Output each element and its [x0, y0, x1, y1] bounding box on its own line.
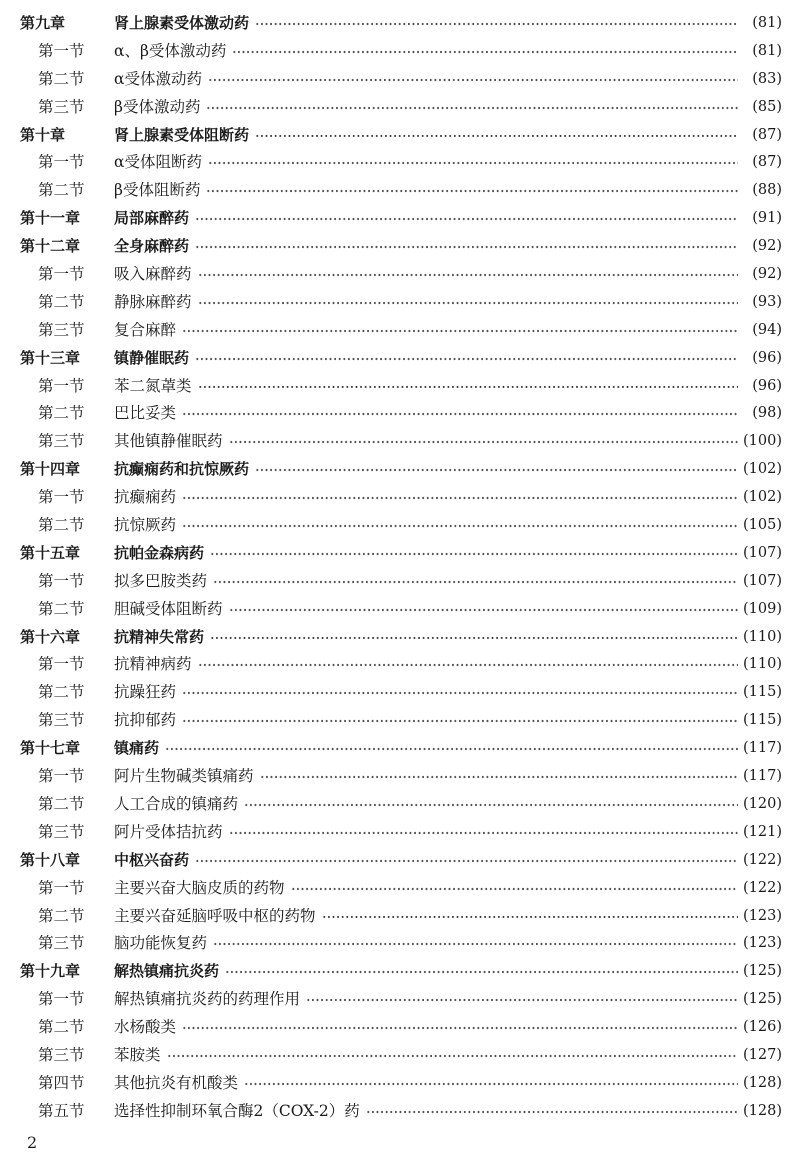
section-title: 巴比妥类 — [114, 404, 177, 423]
section-title: 抗抑郁药 — [114, 711, 177, 730]
toc-section-row[interactable] — [0, 484, 800, 512]
chapter-number: 第十章 — [20, 125, 66, 144]
section-title: 人工合成的镇痛药 — [114, 794, 239, 813]
section-number: 第一节 — [38, 488, 85, 507]
section-number: 第四节 — [38, 1073, 85, 1092]
toc-entry-leader — [114, 596, 738, 624]
section-number: 第二节 — [38, 516, 85, 535]
page-reference: (81) — [752, 15, 782, 31]
toc-section-row[interactable] — [0, 875, 800, 903]
chapter-number: 第九章 — [20, 14, 66, 32]
section-title: α受体激动药 — [114, 69, 202, 88]
page-number: 2 — [27, 1133, 38, 1152]
dot-leader — [195, 345, 738, 373]
page-reference: (81) — [752, 42, 782, 59]
page-reference: (94) — [752, 321, 782, 338]
page-reference: (92) — [752, 238, 782, 255]
dot-leader — [182, 707, 738, 735]
section-number: 第三节 — [38, 320, 85, 339]
page-reference: (96) — [752, 349, 782, 366]
toc-entry-leader — [114, 484, 738, 512]
dot-leader — [244, 1070, 738, 1098]
toc-section-row[interactable] — [0, 317, 800, 345]
toc-entry-leader — [114, 875, 738, 903]
toc-entry-leader — [114, 233, 738, 261]
chapter-title: 抗癫痫药和抗惊厥药 — [114, 460, 250, 479]
section-number: 第二节 — [38, 1018, 85, 1037]
chapter-number: 第十一章 — [20, 209, 81, 228]
page-reference: (122) — [743, 851, 782, 868]
dot-leader — [229, 428, 738, 456]
chapter-title: 肾上腺素受体激动药 — [114, 14, 250, 32]
toc-section-row[interactable] — [0, 38, 800, 66]
section-number: 第三节 — [38, 97, 85, 116]
toc-chapter-row[interactable] — [0, 847, 800, 875]
page-reference: (96) — [752, 377, 782, 394]
section-title: 其他镇静催眠药 — [114, 432, 223, 451]
chapter-number: 第十八章 — [20, 850, 81, 869]
section-title: 主要兴奋延脑呼吸中枢的药物 — [114, 906, 316, 925]
toc-entry-leader — [114, 345, 738, 373]
section-title: 苯胺类 — [114, 1045, 161, 1064]
dot-leader — [182, 679, 738, 707]
page-reference: (125) — [743, 963, 782, 980]
section-title: α、β受体激动药 — [114, 41, 227, 60]
dot-leader — [291, 875, 738, 903]
page-reference: (87) — [752, 154, 782, 171]
toc-section-row[interactable] — [0, 596, 800, 624]
chapter-number: 第十二章 — [20, 237, 81, 256]
dot-leader — [255, 456, 738, 484]
chapter-title: 中枢兴奋药 — [114, 850, 190, 869]
dot-leader — [210, 624, 738, 652]
toc-chapter-row[interactable] — [0, 205, 800, 233]
section-number: 第三节 — [38, 711, 85, 730]
section-number: 第三节 — [38, 432, 85, 451]
section-number: 第二节 — [38, 181, 85, 200]
section-title: 其他抗炎有机酸类 — [114, 1073, 239, 1092]
toc-chapter-row[interactable] — [0, 624, 800, 652]
page-reference: (121) — [743, 823, 782, 840]
toc-chapter-row[interactable] — [0, 122, 800, 150]
section-title: β受体激动药 — [114, 97, 201, 116]
toc-chapter-row[interactable] — [0, 735, 800, 763]
dot-leader — [206, 94, 738, 122]
toc-entry-leader — [114, 428, 738, 456]
page-reference: (110) — [743, 656, 782, 673]
dot-leader — [260, 763, 738, 791]
chapter-title: 局部麻醉药 — [114, 209, 190, 228]
dot-leader — [208, 149, 738, 177]
dot-leader — [198, 289, 738, 317]
toc-entry-leader — [114, 1070, 738, 1098]
section-title: 吸入麻醉药 — [114, 265, 192, 284]
toc-entry-leader — [114, 1014, 738, 1042]
chapter-number: 第十三章 — [20, 348, 81, 367]
toc-section-row[interactable] — [0, 373, 800, 401]
section-title: 选择性抑制环氧合酶2（COX-2）药 — [114, 1101, 360, 1120]
toc-entry-leader — [114, 651, 738, 679]
toc-section-row[interactable] — [0, 986, 800, 1014]
page-reference: (107) — [743, 544, 782, 561]
dot-leader — [182, 400, 738, 428]
dot-leader — [182, 484, 738, 512]
toc-section-row[interactable] — [0, 1042, 800, 1070]
toc-chapter-row[interactable] — [0, 10, 800, 38]
page-reference: (123) — [743, 907, 782, 924]
section-number: 第一节 — [38, 990, 85, 1009]
page-reference: (93) — [752, 293, 782, 310]
section-number: 第一节 — [38, 878, 85, 897]
dot-leader — [182, 512, 738, 540]
section-title: β受体阻断药 — [114, 181, 201, 200]
toc-entry-leader — [114, 10, 738, 38]
section-number: 第三节 — [38, 822, 85, 841]
page-reference: (117) — [743, 740, 782, 757]
chapter-title: 全身麻醉药 — [114, 237, 190, 256]
toc-entry-leader — [114, 66, 738, 94]
page-reference: (117) — [743, 768, 782, 785]
toc-entry-leader — [114, 819, 738, 847]
toc-section-row[interactable] — [0, 94, 800, 122]
page-reference: (120) — [743, 795, 782, 812]
section-title: 苯二氮䓬类 — [114, 376, 192, 395]
dot-leader — [322, 903, 738, 931]
toc-section-row[interactable] — [0, 707, 800, 735]
toc-entry-leader — [114, 205, 738, 233]
toc-section-row[interactable] — [0, 512, 800, 540]
toc-entry-leader — [114, 903, 738, 931]
toc-entry-leader — [114, 958, 738, 986]
page-reference: (127) — [743, 1046, 782, 1063]
page-reference: (110) — [743, 628, 782, 645]
section-title: α受体阻断药 — [114, 153, 202, 172]
toc-section-row[interactable] — [0, 261, 800, 289]
toc-section-row[interactable] — [0, 1014, 800, 1042]
dot-leader — [165, 735, 738, 763]
toc-entry-leader — [114, 679, 738, 707]
toc-entry-leader — [114, 930, 738, 958]
section-number: 第二节 — [38, 69, 85, 88]
section-title: 水杨酸类 — [114, 1018, 177, 1037]
page-reference: (102) — [743, 489, 782, 506]
toc-entry-leader — [114, 317, 738, 345]
chapter-title: 抗帕金森病药 — [114, 543, 205, 562]
toc-section-row[interactable] — [0, 289, 800, 317]
section-number: 第五节 — [38, 1101, 85, 1120]
toc-section-row[interactable] — [0, 428, 800, 456]
section-title: 阿片受体拮抗药 — [114, 822, 223, 841]
page-reference: (115) — [743, 684, 782, 701]
toc-section-row[interactable] — [0, 149, 800, 177]
chapter-number: 第十七章 — [20, 739, 81, 758]
toc-entry-leader — [114, 177, 738, 205]
table-of-contents — [0, 10, 800, 1126]
section-title: 抗惊厥药 — [114, 516, 177, 535]
dot-leader — [182, 317, 738, 345]
toc-section-row[interactable] — [0, 930, 800, 958]
toc-entry-leader — [114, 512, 738, 540]
dot-leader — [195, 205, 738, 233]
toc-section-row[interactable] — [0, 568, 800, 596]
dot-leader — [195, 847, 738, 875]
toc-section-row[interactable] — [0, 903, 800, 931]
toc-entry-leader — [114, 707, 738, 735]
page-reference: (109) — [743, 600, 782, 617]
toc-chapter-row[interactable] — [0, 233, 800, 261]
toc-entry-leader — [114, 540, 738, 568]
section-number: 第一节 — [38, 767, 85, 786]
toc-entry-leader — [114, 1098, 738, 1126]
toc-section-row[interactable] — [0, 1098, 800, 1126]
toc-section-row[interactable] — [0, 679, 800, 707]
toc-entry-leader — [114, 624, 738, 652]
section-number: 第一节 — [38, 571, 85, 590]
chapter-title: 肾上腺素受体阻断药 — [114, 125, 250, 144]
toc-entry-leader — [114, 261, 738, 289]
toc-entry-leader — [114, 986, 738, 1014]
section-title: 静脉麻醉药 — [114, 292, 192, 311]
page-reference: (92) — [752, 266, 782, 283]
toc-entry-leader — [114, 289, 738, 317]
page-reference: (91) — [752, 210, 782, 227]
chapter-title: 解热镇痛抗炎药 — [114, 962, 220, 981]
toc-chapter-row[interactable] — [0, 345, 800, 373]
page-reference: (128) — [743, 1102, 782, 1119]
toc-section-row[interactable] — [0, 651, 800, 679]
toc-chapter-row[interactable] — [0, 958, 800, 986]
dot-leader — [225, 958, 738, 986]
toc-section-row[interactable] — [0, 66, 800, 94]
toc-entry-leader — [114, 38, 738, 66]
page-reference: (128) — [743, 1074, 782, 1091]
section-number: 第二节 — [38, 906, 85, 925]
page-reference: (102) — [743, 461, 782, 478]
toc-section-row[interactable] — [0, 177, 800, 205]
chapter-title: 镇静催眠药 — [114, 348, 190, 367]
dot-leader — [213, 568, 738, 596]
dot-leader — [306, 986, 738, 1014]
section-title: 脑功能恢复药 — [114, 934, 208, 953]
toc-entry-leader — [114, 149, 738, 177]
chapter-number: 第十五章 — [20, 543, 81, 562]
toc-chapter-row[interactable] — [0, 456, 800, 484]
section-title: 抗躁狂药 — [114, 683, 177, 702]
dot-leader — [198, 261, 738, 289]
toc-entry-leader — [114, 94, 738, 122]
page-reference: (126) — [743, 1019, 782, 1036]
chapter-title: 抗精神失常药 — [114, 627, 205, 646]
section-title: 解热镇痛抗炎药的药理作用 — [114, 990, 301, 1009]
dot-leader — [366, 1098, 738, 1126]
chapter-number: 第十六章 — [20, 627, 81, 646]
toc-entry-leader — [114, 1042, 738, 1070]
dot-leader — [182, 1014, 738, 1042]
section-number: 第二节 — [38, 599, 85, 618]
dot-leader — [198, 373, 738, 401]
chapter-title: 镇痛药 — [114, 739, 160, 758]
toc-chapter-row[interactable] — [0, 540, 800, 568]
section-number: 第三节 — [38, 1045, 85, 1064]
dot-leader — [210, 540, 738, 568]
page-reference: (98) — [752, 405, 782, 422]
dot-leader — [195, 233, 738, 261]
page-reference: (123) — [743, 935, 782, 952]
toc-entry-leader — [114, 373, 738, 401]
chapter-number: 第十九章 — [20, 962, 81, 981]
dot-leader — [213, 930, 738, 958]
toc-section-row[interactable] — [0, 819, 800, 847]
section-title: 复合麻醉 — [114, 320, 177, 339]
section-number: 第一节 — [38, 376, 85, 395]
section-number: 第三节 — [38, 934, 85, 953]
toc-entry-leader — [114, 847, 738, 875]
chapter-number: 第十四章 — [20, 460, 81, 479]
section-number: 第一节 — [38, 41, 85, 60]
section-number: 第二节 — [38, 292, 85, 311]
page-reference: (85) — [752, 98, 782, 115]
section-title: 胆碱受体阻断药 — [114, 599, 223, 618]
toc-section-row[interactable] — [0, 400, 800, 428]
dot-leader — [232, 38, 738, 66]
page-reference: (115) — [743, 712, 782, 729]
toc-entry-leader — [114, 456, 738, 484]
toc-entry-leader — [114, 568, 738, 596]
section-number: 第二节 — [38, 683, 85, 702]
toc-entry-leader — [114, 735, 738, 763]
toc-section-row[interactable] — [0, 763, 800, 791]
section-title: 阿片生物碱类镇痛药 — [114, 767, 254, 786]
dot-leader — [244, 791, 738, 819]
page-reference: (100) — [743, 433, 782, 450]
page-reference: (88) — [752, 182, 782, 199]
section-number: 第一节 — [38, 153, 85, 172]
section-number: 第二节 — [38, 404, 85, 423]
dot-leader — [167, 1042, 738, 1070]
dot-leader — [255, 122, 738, 150]
toc-section-row[interactable] — [0, 791, 800, 819]
page-reference: (87) — [752, 126, 782, 143]
page-reference: (125) — [743, 991, 782, 1008]
dot-leader — [255, 10, 738, 38]
section-title: 主要兴奋大脑皮质的药物 — [114, 878, 285, 897]
toc-section-row[interactable] — [0, 1070, 800, 1098]
section-title: 抗精神病药 — [114, 655, 192, 674]
dot-leader — [206, 177, 738, 205]
page-reference: (83) — [752, 70, 782, 87]
page-reference: (122) — [743, 879, 782, 896]
toc-entry-leader — [114, 400, 738, 428]
section-number: 第二节 — [38, 794, 85, 813]
dot-leader — [229, 819, 738, 847]
page-reference: (105) — [743, 517, 782, 534]
toc-entry-leader — [114, 791, 738, 819]
page-reference: (107) — [743, 572, 782, 589]
section-title: 拟多巴胺类药 — [114, 571, 208, 590]
toc-entry-leader — [114, 122, 738, 150]
toc-entry-leader — [114, 763, 738, 791]
dot-leader — [229, 596, 738, 624]
dot-leader — [198, 651, 738, 679]
section-number: 第一节 — [38, 655, 85, 674]
section-number: 第一节 — [38, 265, 85, 284]
dot-leader — [208, 66, 738, 94]
section-title: 抗癫痫药 — [114, 488, 177, 507]
